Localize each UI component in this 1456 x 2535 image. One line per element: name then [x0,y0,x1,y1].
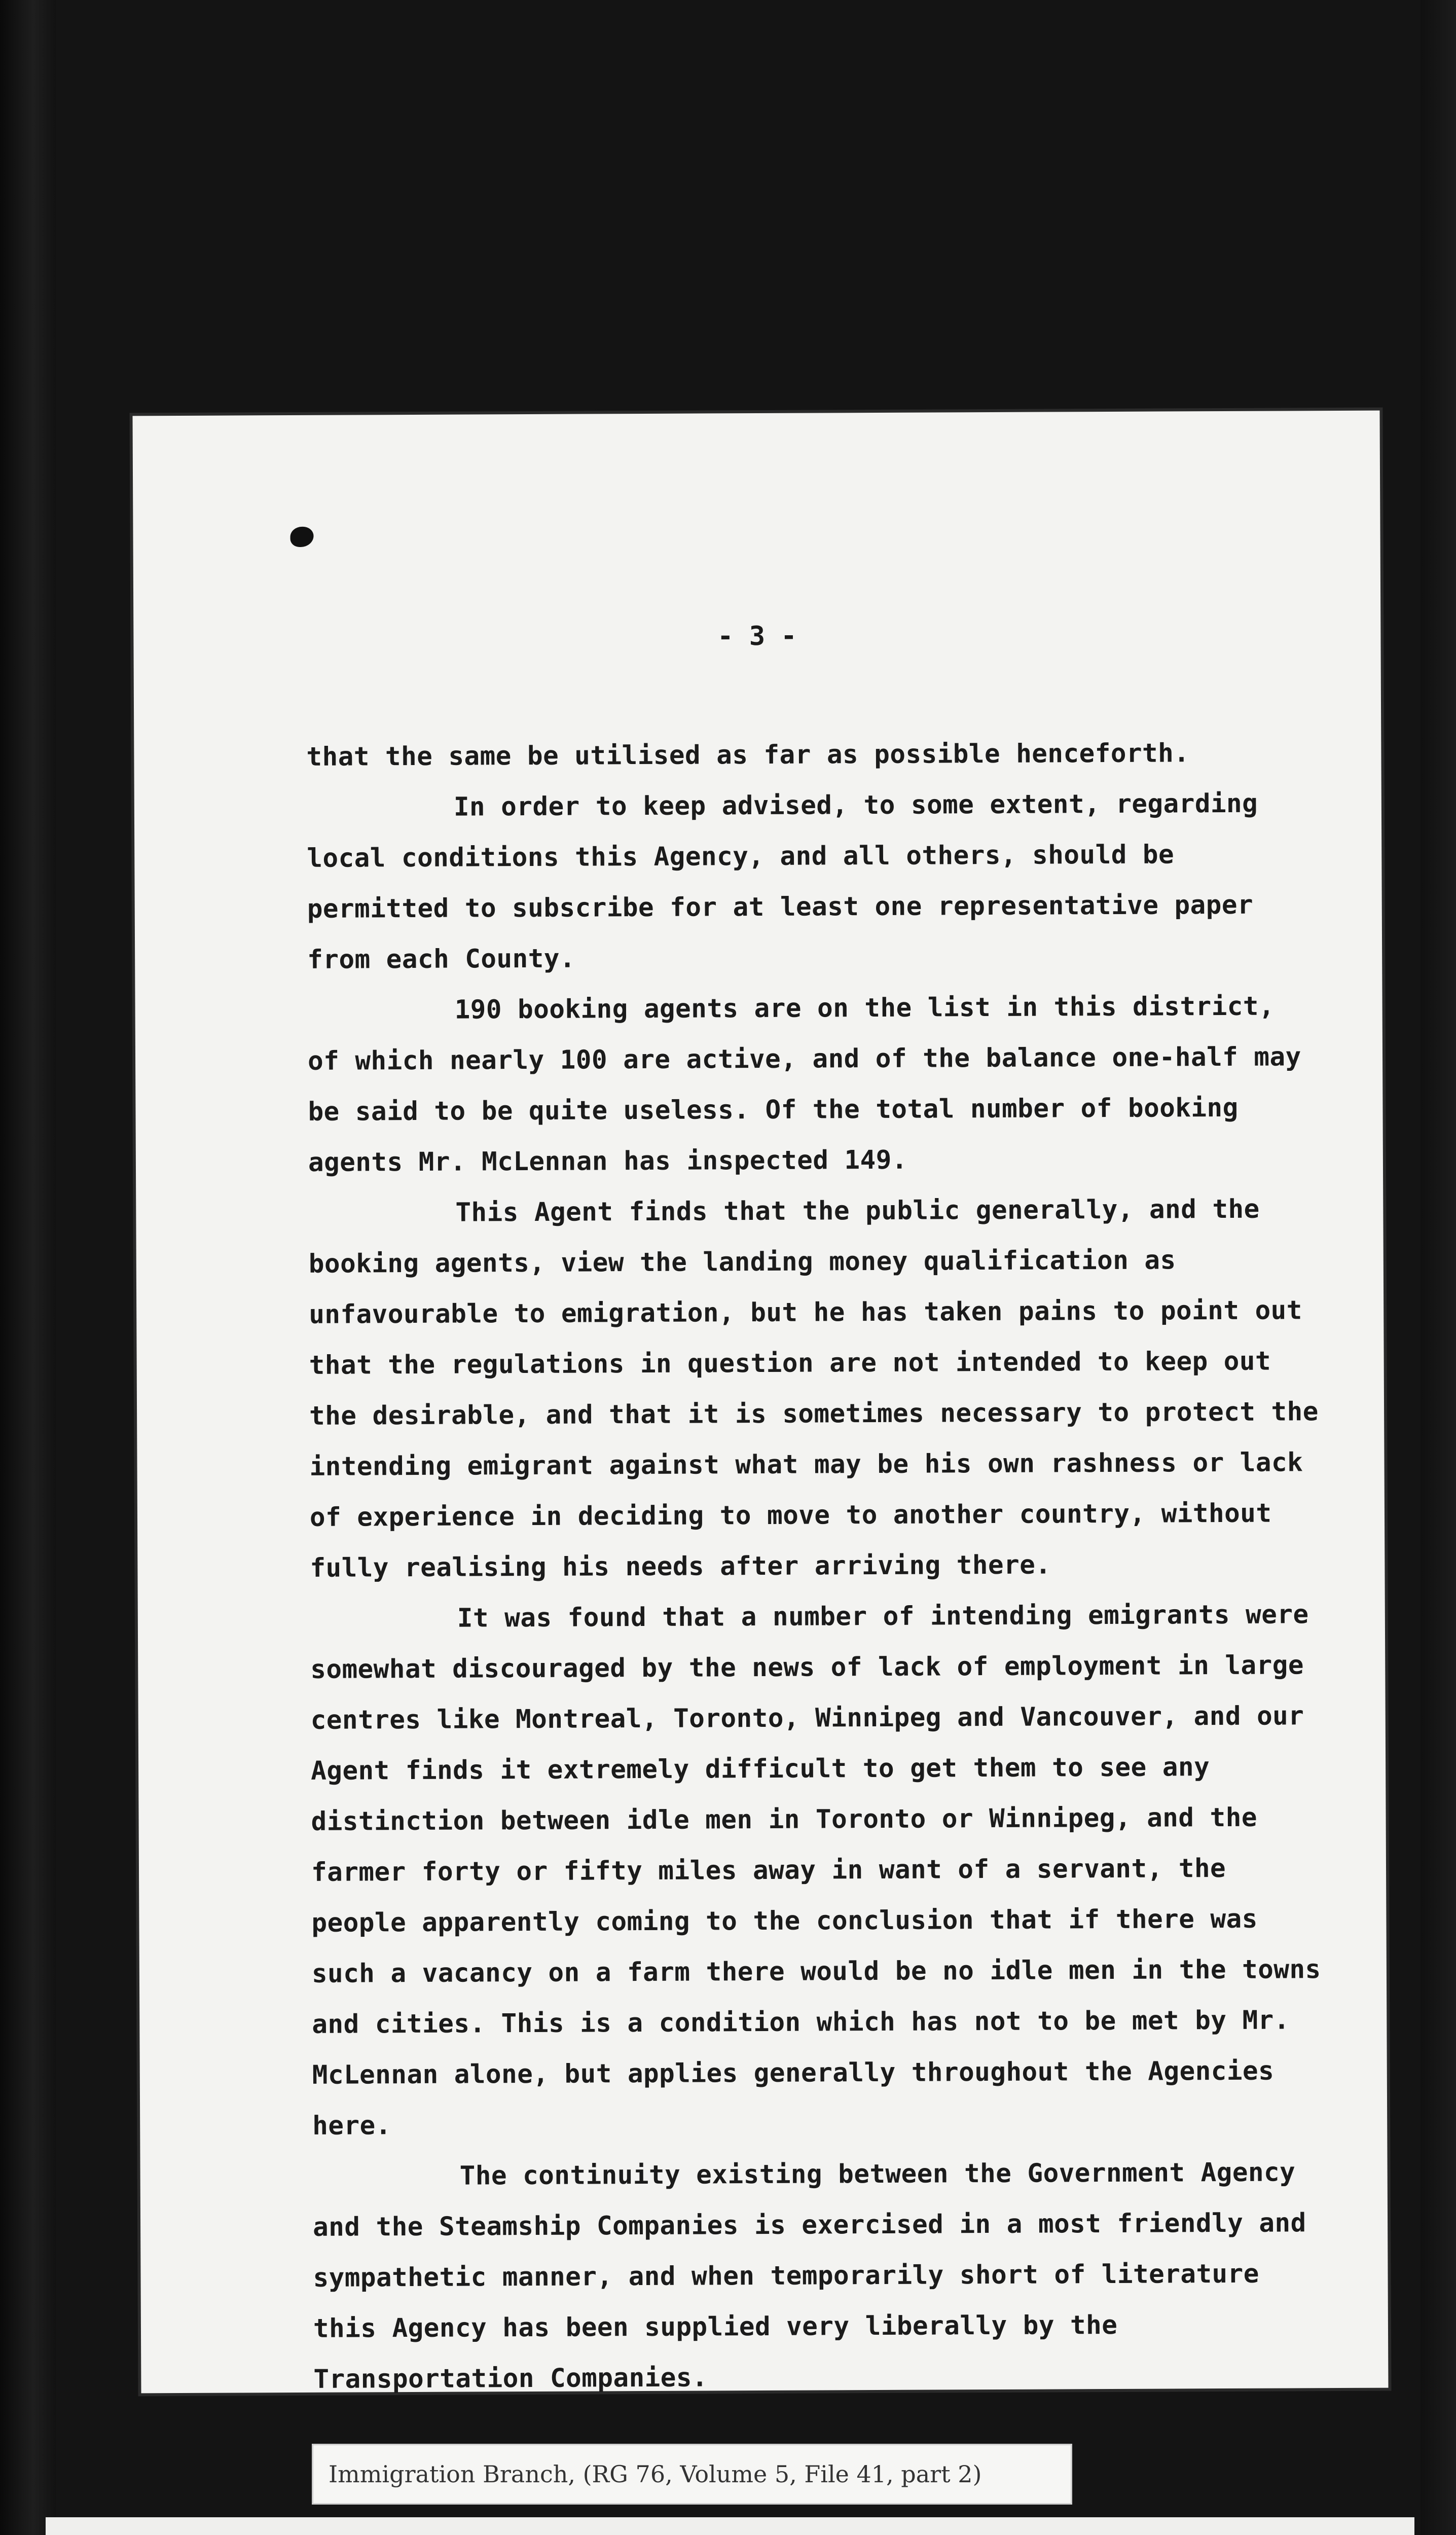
paragraph-4: This Agent finds that the public generally, and the booking agents, view the landing money qualification as unfavourable to emigration, but he has taken pains to point out that the regulations in question are not intended to keep out the desirable, and that it is sometimes necessary to protect the intending emigrant against what may be his own rashness or lack of experience in deciding to move to another country, without fully realising his needs after arriving there. [308,1194,1319,1583]
paragraph-1: that the same be utilised as far as possible henceforth. [306,738,1190,772]
paragraph-6: The continuity existing between the Government Agency and the Steamship Companies is exercised in a most friendly and sympathetic manner, and when temporarily short of literature this Agency has been supplied very liberally by the Transportation Companies. [312,2157,1306,2395]
reference-label: Immigration Branch, (RG 76, Volume 5, File 41, part 2) [312,2444,1072,2505]
paragraph-3: 190 booking agents are on the list in this district, of which nearly 100 are active, and of the balance one-half may be said to be quite useless. Of the total number of booking agents Mr. McLennan has inspected 149. [307,991,1301,1178]
film-edge-right [1421,0,1456,2535]
ink-blot-mark [290,527,313,547]
document-page [133,411,1389,2394]
paragraph-2: In order to keep advised, to some extent, regarding local conditions this Agency, and all others, should be permitted to subscribe for at least one representative paper from each County. [307,788,1258,975]
film-edge-left [0,0,56,2535]
body-text [306,728,1327,2405]
archive-stamp-card [46,2517,1414,2535]
page-number: - 3 - [717,621,797,652]
paragraph-5: It was found that a number of intending emigrants were somewhat discouraged by the news of lack of employment in large centres like Montreal, Toronto, Winnipeg and Vancouver, and our Agent finds it extremely difficult to get them to see any distinction between idle men in Toronto or Winnipeg, and the farmer forty or fifty miles away in want of a servant, the people apparently coming to the conclusion that if there was such a vacancy on a farm there would be no idle men in the towns and cities. This is a condition which has not to be met by Mr. McLennan alone, but applies generally throughout the Agencies here. [310,1600,1321,2141]
